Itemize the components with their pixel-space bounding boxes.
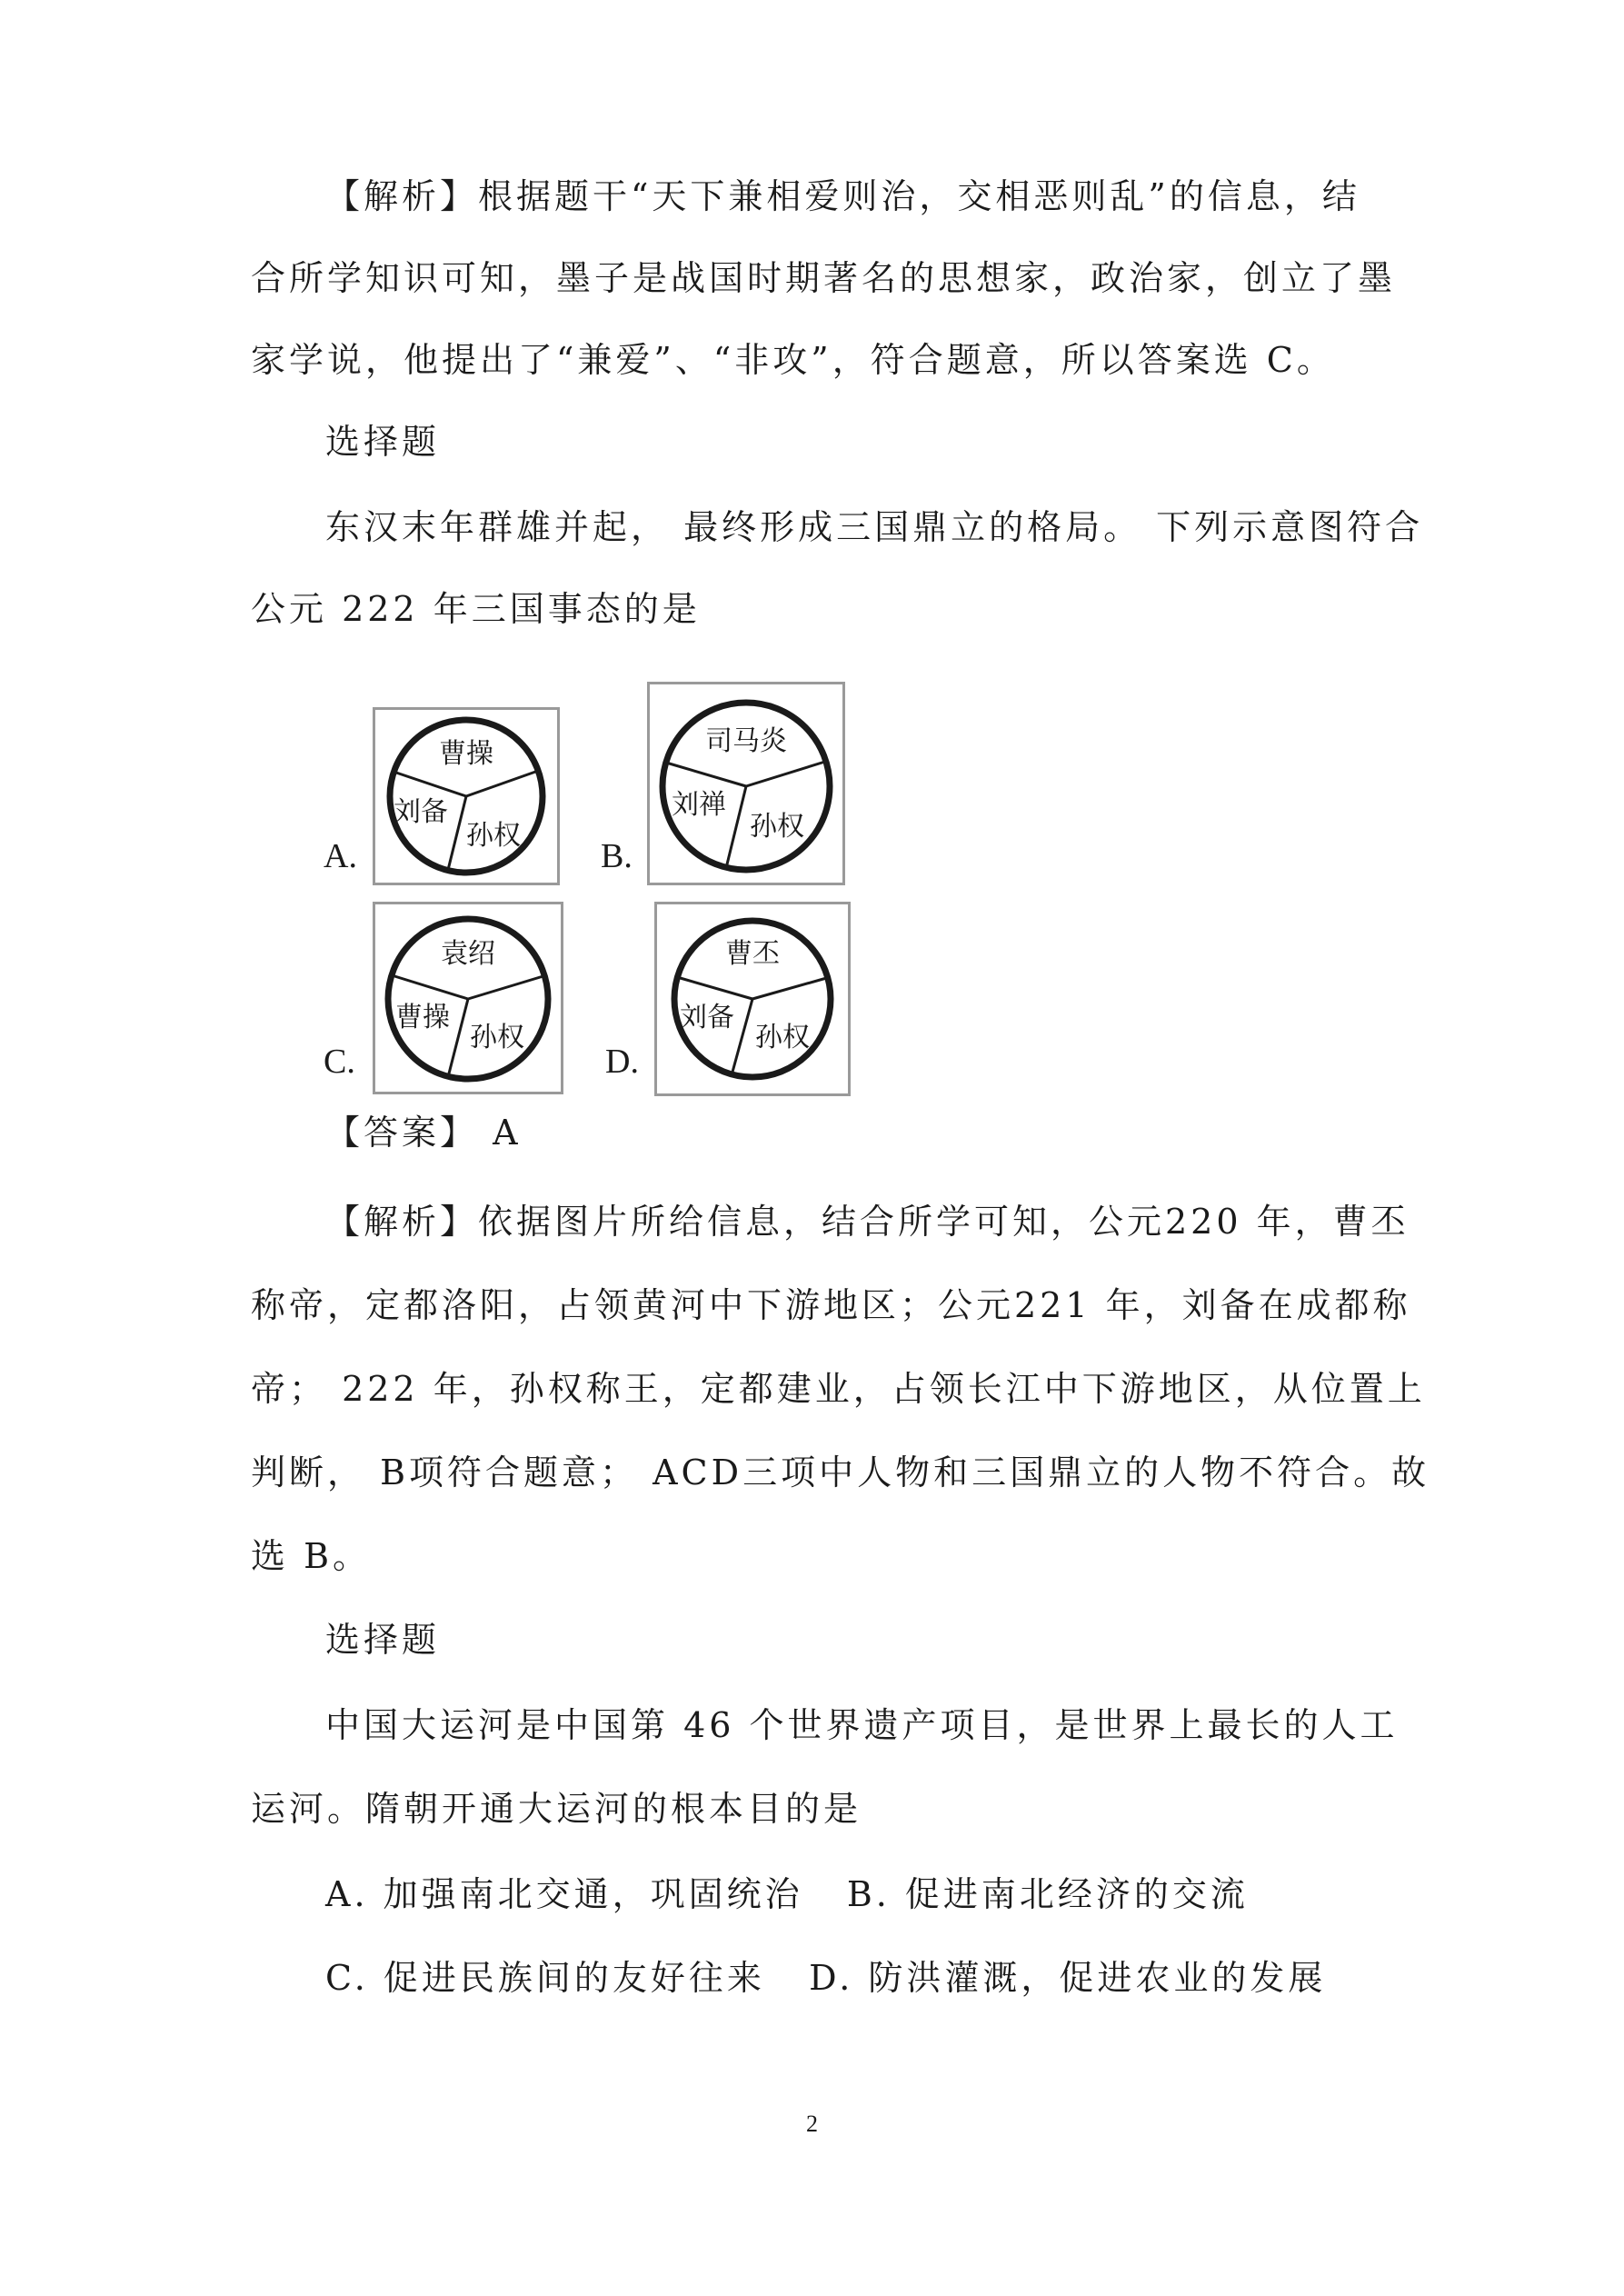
option-b-top-label: 司马炎 xyxy=(705,725,787,757)
q3-type-label: 选择题 xyxy=(325,1620,441,1660)
q2-analysis-line3: 帝； 222 年，孙权称王，定都建业，占领长江中下游地区，从位置上 xyxy=(251,1369,1426,1409)
q2-analysis-line5: 选 B。 xyxy=(251,1536,372,1576)
option-d-letter: D. xyxy=(605,1043,639,1081)
q3-stem-line2: 运河。隋朝开通大运河的根本目的是 xyxy=(251,1789,862,1829)
option-b-diagram xyxy=(647,682,845,885)
option-d-right-label: 孙权 xyxy=(755,1022,810,1053)
option-c-right-label: 孙权 xyxy=(470,1022,524,1053)
option-a-letter: A. xyxy=(324,837,357,875)
option-c-diagram xyxy=(373,902,563,1094)
option-d-left-label: 刘备 xyxy=(680,1002,734,1033)
option-b-left-label: 刘禅 xyxy=(672,789,726,821)
q3-stem-line1: 中国大运河是中国第 46 个世界遗产项目，是世界上最长的人工 xyxy=(325,1705,1399,1745)
q2-stem-line1: 东汉末年群雄并起， 最终形成三国鼎立的格局。 下列示意图符合 xyxy=(325,507,1424,547)
option-c-letter: C. xyxy=(324,1043,355,1081)
option-c-left-label: 曹操 xyxy=(395,1002,450,1033)
option-a-right-label: 孙权 xyxy=(466,820,521,852)
q3-options-line1: A. 加强南北交通，巩固统治 B. 促进南北经济的交流 xyxy=(325,1874,1249,1914)
option-d-diagram xyxy=(654,902,851,1096)
q1-analysis-line3: 家学说，他提出了“兼爱”、“非攻”，符合题意，所以答案选 C。 xyxy=(251,340,1335,380)
q2-answer: 【答案】 A xyxy=(325,1113,522,1153)
q2-stem-line2: 公元 222 年三国事态的是 xyxy=(251,589,701,629)
q3-options-line2: C. 促进民族间的友好往来 D. 防洪灌溉，促进农业的发展 xyxy=(325,1958,1327,1998)
option-a-left-label: 刘备 xyxy=(394,796,448,828)
q1-analysis-line1: 【解析】根据题干“天下兼相爱则治，交相恶则乱”的信息，结 xyxy=(325,176,1360,216)
q2-analysis-line4: 判断， B项符合题意； ACD三项中人物和三国鼎立的人物不符合。故 xyxy=(251,1452,1430,1492)
q2-analysis-line2: 称帝，定都洛阳，占领黄河中下游地区；公元221 年，刘备在成都称 xyxy=(251,1285,1411,1325)
option-c-top-label: 袁绍 xyxy=(441,938,495,970)
option-a-top-label: 曹操 xyxy=(439,738,493,770)
option-d-top-label: 曹丕 xyxy=(725,938,780,970)
option-b-letter: B. xyxy=(601,837,633,875)
option-b-right-label: 孙权 xyxy=(750,811,804,843)
option-a-diagram xyxy=(373,707,560,885)
q1-analysis-line2: 合所学知识可知，墨子是战国时期著名的思想家，政治家，创立了墨 xyxy=(251,258,1397,298)
page-number: 2 xyxy=(806,2111,818,2137)
q2-analysis-line1: 【解析】依据图片所给信息，结合所学可知，公元220 年，曹丕 xyxy=(325,1202,1410,1242)
q2-type-label: 选择题 xyxy=(325,422,441,462)
